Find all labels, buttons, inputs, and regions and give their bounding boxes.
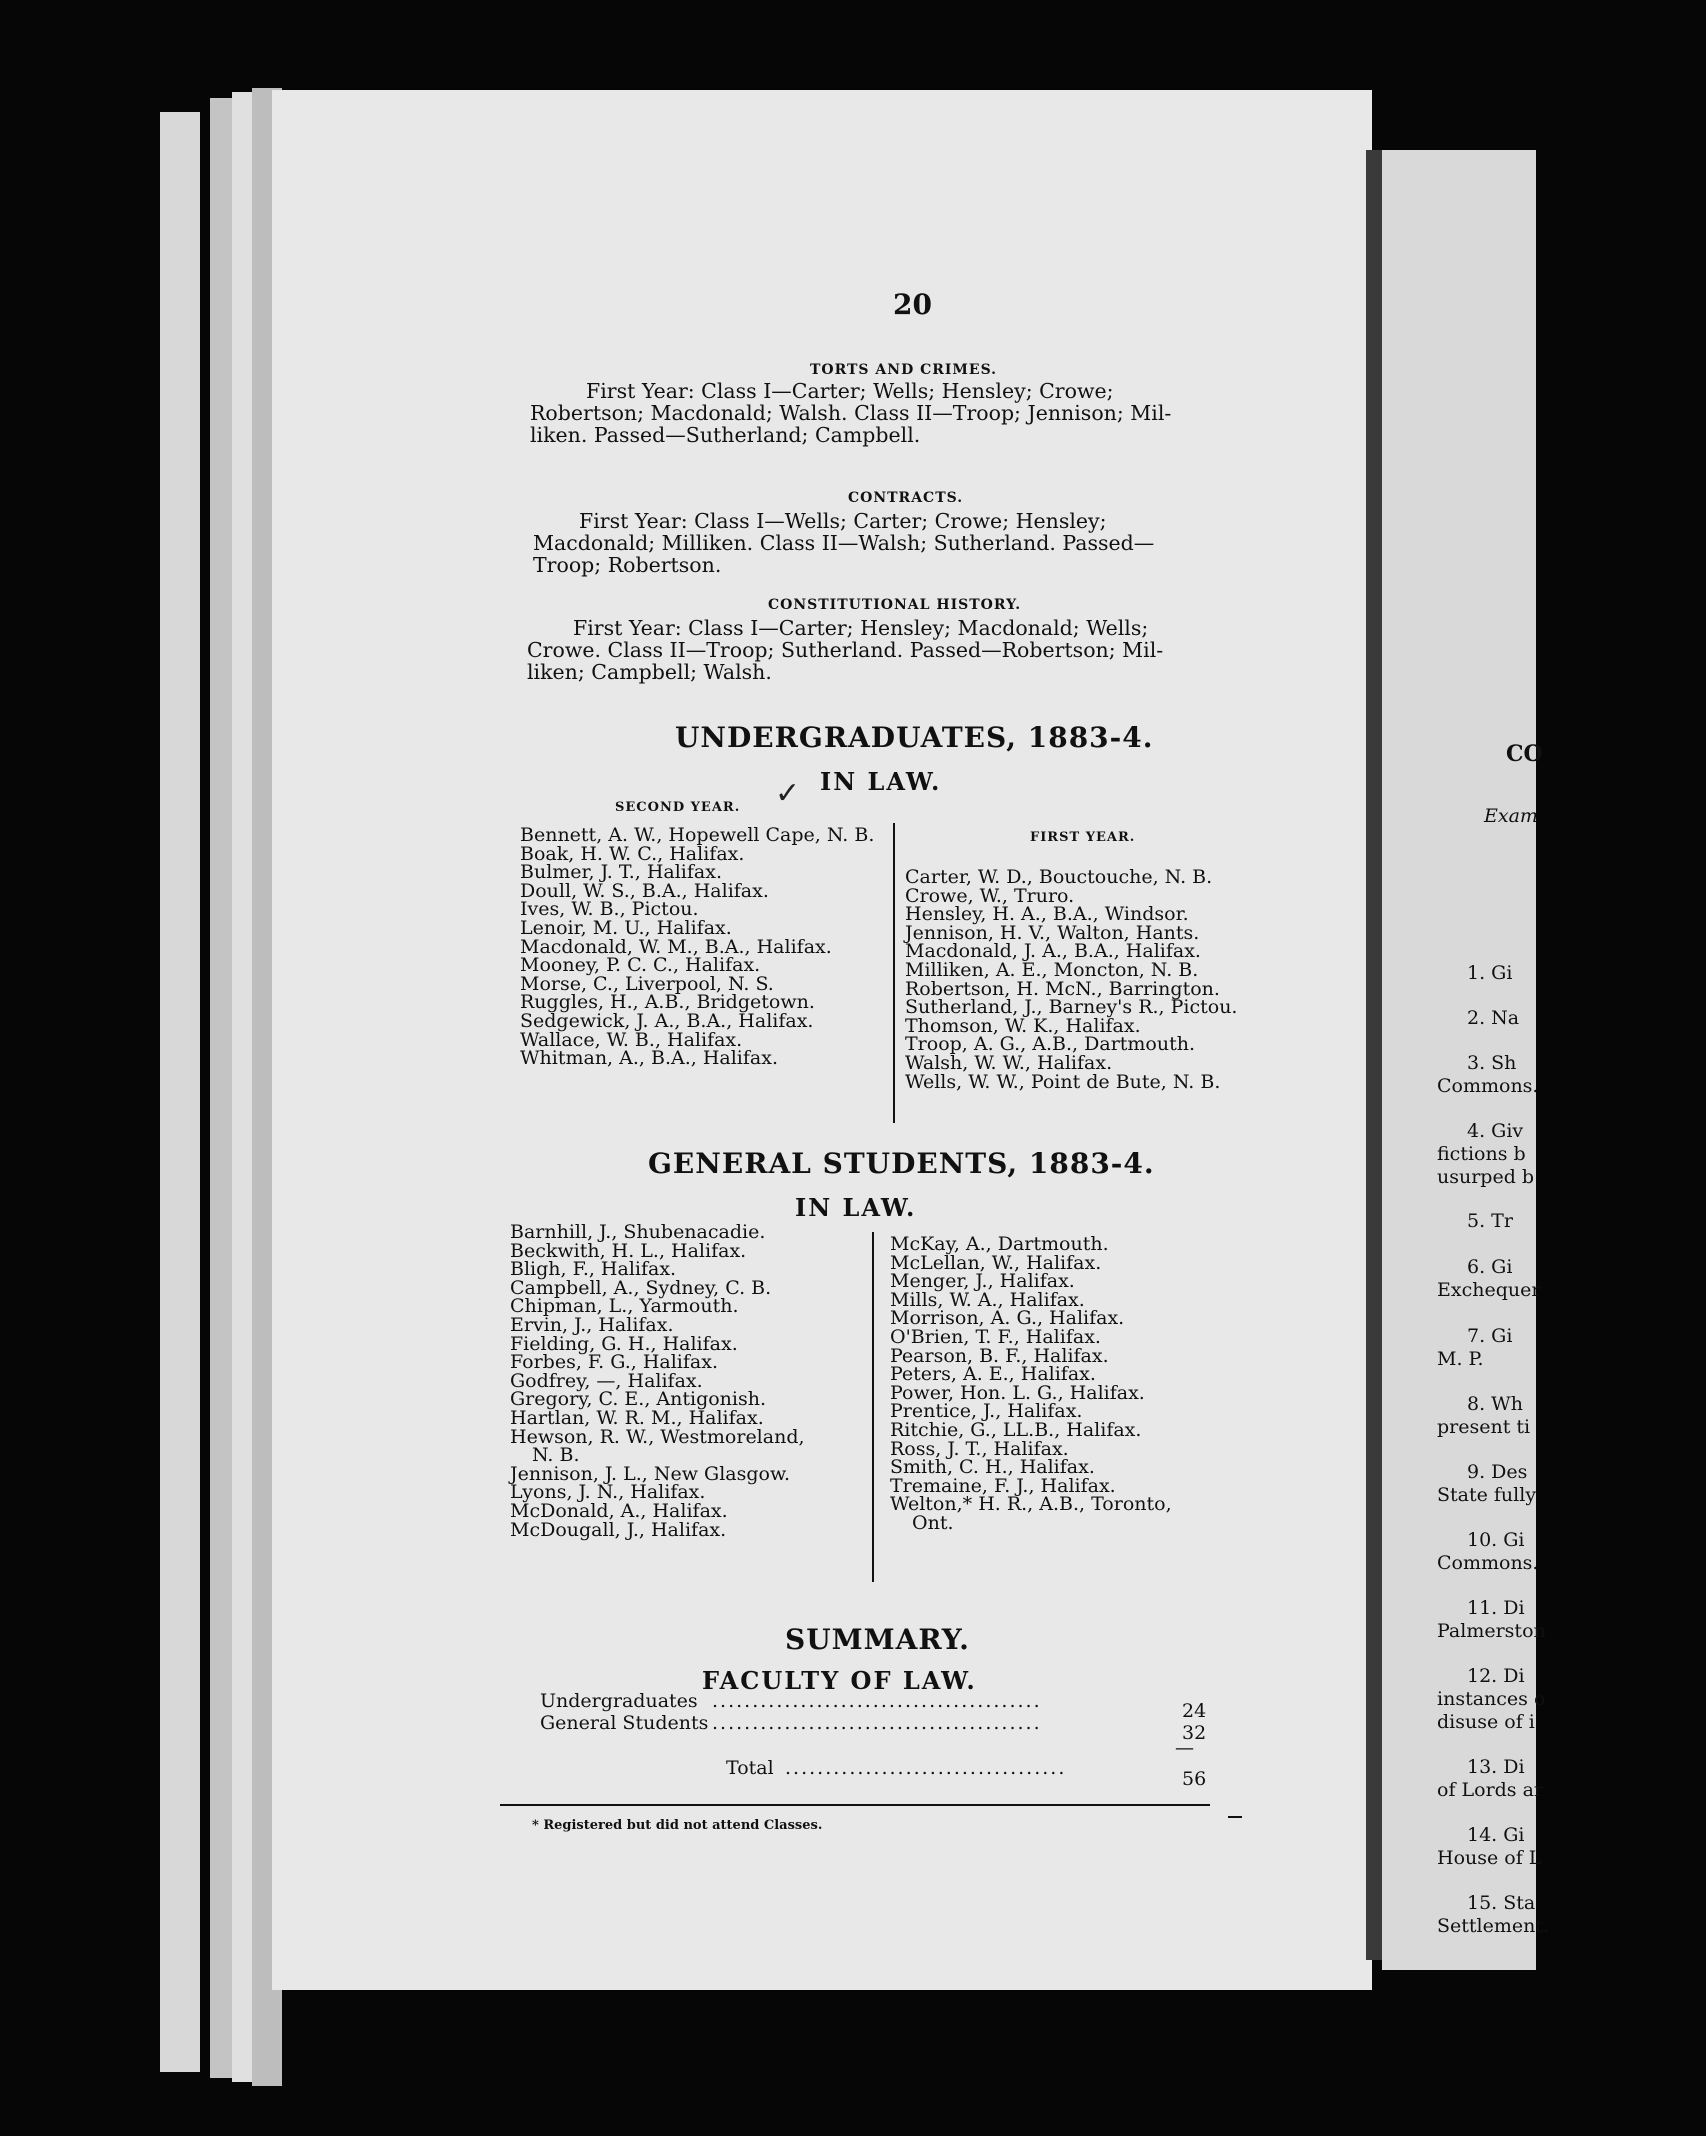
list-item: Ont. bbox=[912, 1511, 954, 1534]
facing-page-text: instances o bbox=[1437, 1688, 1546, 1710]
facing-page-text: disuse of i bbox=[1437, 1711, 1535, 1733]
list-item: Thomson, W. K., Halifax. bbox=[905, 1014, 1141, 1037]
list-item: Sutherland, J., Barney's R., Pictou. bbox=[905, 996, 1238, 1019]
list-item: Boak, H. W. C., Halifax. bbox=[520, 842, 745, 865]
page-edge bbox=[160, 112, 200, 2072]
list-item: Godfrey, —, Halifax. bbox=[510, 1369, 703, 1392]
list-item: Beckwith, H. L., Halifax. bbox=[510, 1239, 747, 1262]
list-item: N. B. bbox=[532, 1444, 580, 1467]
paragraph-line: Robertson; Macdonald; Walsh. Class II—Troop; Jennison; Mil- bbox=[530, 401, 1172, 425]
first-year-heading: FIRST YEAR. bbox=[1030, 830, 1136, 845]
column-divider bbox=[893, 823, 895, 1123]
list-item: Mooney, P. C. C., Halifax. bbox=[520, 954, 761, 977]
general-right-list bbox=[890, 1235, 1172, 1533]
general-left-list bbox=[510, 1223, 805, 1539]
summary-row-label: Undergraduates bbox=[540, 1690, 698, 1712]
facing-page-text: 14. Gi bbox=[1467, 1824, 1525, 1846]
facing-page-text: present ti bbox=[1437, 1416, 1531, 1438]
list-item: Peters, A. E., Halifax. bbox=[890, 1363, 1096, 1386]
facing-page-text: 2. Na bbox=[1467, 1007, 1520, 1029]
list-item: Morse, C., Liverpool, N. S. bbox=[520, 972, 774, 995]
check-mark-icon: ✓ bbox=[775, 776, 801, 811]
facing-page-text: 3. Sh bbox=[1467, 1052, 1517, 1074]
list-item: Pearson, B. F., Halifax. bbox=[890, 1344, 1109, 1367]
list-item: Sedgewick, J. A., B.A., Halifax. bbox=[520, 1009, 814, 1032]
second-year-heading: SECOND YEAR. bbox=[615, 800, 741, 815]
list-item: Troop, A. G., A.B., Dartmouth. bbox=[905, 1033, 1196, 1056]
facing-page-text: Palmerston bbox=[1437, 1620, 1546, 1642]
list-item: Ruggles, H., A.B., Bridgetown. bbox=[520, 991, 815, 1014]
summary-total-label: Total bbox=[726, 1757, 774, 1779]
second-year-list bbox=[520, 826, 874, 1068]
paragraph-line: liken. Passed—Sutherland; Campbell. bbox=[530, 423, 921, 447]
list-item: Ervin, J., Halifax. bbox=[510, 1313, 674, 1336]
list-item: Gregory, C. E., Antigonish. bbox=[510, 1388, 767, 1411]
summary-row-leader: ......................................... bbox=[712, 1712, 1042, 1734]
undergraduates-title: UNDERGRADUATES, 1883-4. bbox=[675, 721, 1154, 754]
list-item: Bligh, F., Halifax. bbox=[510, 1258, 677, 1281]
facing-page-text: CO bbox=[1506, 741, 1543, 767]
facing-page-text: 13. Di bbox=[1467, 1756, 1525, 1778]
list-item: Chipman, L., Yarmouth. bbox=[510, 1295, 739, 1318]
list-item: Ives, W. B., Pictou. bbox=[520, 898, 699, 921]
list-item: Walsh, W. W., Halifax. bbox=[905, 1051, 1113, 1074]
list-item: Power, Hon. L. G., Halifax. bbox=[890, 1381, 1145, 1404]
facing-page-text: of Lords ar bbox=[1437, 1779, 1544, 1801]
list-item: Robertson, H. McN., Barrington. bbox=[905, 977, 1220, 1000]
facing-page-text: 7. Gi bbox=[1467, 1325, 1513, 1347]
facing-page bbox=[1382, 150, 1550, 1970]
paragraph-line: Crowe. Class II—Troop; Sutherland. Passed—Robertson; Mil- bbox=[527, 638, 1164, 662]
facing-page-text: Commons. bbox=[1437, 1075, 1539, 1097]
paragraph-line: First Year: Class I—Carter; Wells; Hensley; Crowe; bbox=[586, 379, 1114, 403]
list-item: Macdonald, J. A., B.A., Halifax. bbox=[905, 940, 1201, 963]
summary-row-value: 24 bbox=[1182, 1700, 1207, 1722]
facing-page-text: usurped b bbox=[1437, 1166, 1535, 1188]
list-item: Wells, W. W., Point de Bute, N. B. bbox=[905, 1070, 1221, 1093]
facing-page-text: State fully bbox=[1437, 1484, 1537, 1506]
facing-page-text: 15. Sta bbox=[1467, 1892, 1536, 1914]
paragraph-line: First Year: Class I—Wells; Carter; Crowe; Hensley; bbox=[579, 509, 1107, 533]
summary-dash: — bbox=[1175, 1737, 1194, 1759]
list-item: Forbes, F. G., Halifax. bbox=[510, 1351, 718, 1374]
list-item: Barnhill, J., Shubenacadie. bbox=[510, 1221, 766, 1243]
list-item: Campbell, A., Sydney, C. B. bbox=[510, 1276, 772, 1299]
list-item: Wallace, W. B., Halifax. bbox=[520, 1028, 743, 1051]
rule-mark bbox=[1228, 1816, 1242, 1818]
list-item: Bennett, A. W., Hopewell Cape, N. B. bbox=[520, 824, 875, 846]
facing-page-text: 12. Di bbox=[1467, 1665, 1525, 1687]
list-item: Mills, W. A., Halifax. bbox=[890, 1288, 1085, 1311]
general-students-subtitle: IN LAW. bbox=[795, 1193, 917, 1222]
facing-page-text: 8. Wh bbox=[1467, 1393, 1523, 1415]
section-heading-torts: TORTS AND CRIMES. bbox=[810, 362, 998, 378]
list-item: Smith, C. H., Halifax. bbox=[890, 1456, 1095, 1479]
facing-page-text: Exchequer bbox=[1437, 1279, 1541, 1301]
list-item: Milliken, A. E., Moncton, N. B. bbox=[905, 958, 1199, 981]
column-divider bbox=[872, 1232, 874, 1582]
list-item: Tremaine, F. J., Halifax. bbox=[890, 1474, 1116, 1497]
list-item: Ross, J. T., Halifax. bbox=[890, 1437, 1069, 1460]
list-item: O'Brien, T. F., Halifax. bbox=[890, 1325, 1101, 1348]
facing-page-text: 6. Gi bbox=[1467, 1256, 1513, 1278]
list-item: McKay, A., Dartmouth. bbox=[890, 1233, 1109, 1255]
list-item: McLellan, W., Halifax. bbox=[890, 1251, 1102, 1274]
summary-subtitle: FACULTY OF LAW. bbox=[702, 1666, 977, 1695]
list-item: Ritchie, G., LL.B., Halifax. bbox=[890, 1418, 1142, 1441]
facing-page-text: 10. Gi bbox=[1467, 1529, 1525, 1551]
list-item: Doull, W. S., B.A., Halifax. bbox=[520, 879, 769, 902]
list-item: Morrison, A. G., Halifax. bbox=[890, 1307, 1125, 1330]
paragraph-line: Troop; Robertson. bbox=[533, 553, 722, 577]
list-item: Hewson, R. W., Westmoreland, bbox=[510, 1425, 805, 1448]
list-item: Jennison, J. L., New Glasgow. bbox=[510, 1462, 791, 1485]
footnote-rule bbox=[500, 1804, 1210, 1806]
list-item: Hensley, H. A., B.A., Windsor. bbox=[905, 903, 1189, 926]
summary-title: SUMMARY. bbox=[785, 1623, 970, 1656]
section-heading-constitutional: CONSTITUTIONAL HISTORY. bbox=[768, 597, 1022, 613]
facing-page-text: M. P. bbox=[1437, 1348, 1484, 1370]
paragraph-line: liken; Campbell; Walsh. bbox=[527, 660, 772, 684]
list-item: Bulmer, J. T., Halifax. bbox=[520, 861, 722, 884]
summary-total-value: 56 bbox=[1182, 1768, 1207, 1790]
facing-page-text: Commons. bbox=[1437, 1552, 1539, 1574]
facing-page-text: Exam bbox=[1484, 805, 1538, 827]
facing-page-text: 4. Giv bbox=[1467, 1120, 1524, 1142]
summary-row-leader: ................................... bbox=[785, 1757, 1067, 1779]
contracts-paragraph bbox=[533, 510, 1154, 576]
facing-page-text: 5. Tr bbox=[1467, 1210, 1513, 1232]
summary-row-value: 32 bbox=[1182, 1722, 1207, 1744]
facing-page-text: fictions b bbox=[1437, 1143, 1526, 1165]
undergraduates-subtitle: IN LAW. bbox=[820, 767, 942, 796]
list-item: Lyons, J. N., Halifax. bbox=[510, 1481, 706, 1504]
section-heading-contracts: CONTRACTS. bbox=[848, 490, 964, 506]
constitutional-paragraph bbox=[527, 617, 1163, 683]
list-item: Hartlan, W. R. M., Halifax. bbox=[510, 1406, 764, 1429]
torts-paragraph bbox=[530, 380, 1171, 446]
list-item: Carter, W. D., Bouctouche, N. B. bbox=[905, 866, 1213, 888]
list-item: Crowe, W., Truro. bbox=[905, 884, 1075, 907]
facing-page-text: Settlement. bbox=[1437, 1915, 1550, 1937]
facing-page-text: 9. Des bbox=[1467, 1461, 1528, 1483]
paragraph-line: Macdonald; Milliken. Class II—Walsh; Sutherland. Passed— bbox=[533, 531, 1155, 555]
paragraph-line: First Year: Class I—Carter; Hensley; Macdonald; Wells; bbox=[573, 616, 1149, 640]
list-item: Macdonald, W. M., B.A., Halifax. bbox=[520, 935, 832, 958]
general-students-title: GENERAL STUDENTS, 1883-4. bbox=[648, 1147, 1155, 1180]
list-item: Jennison, H. V., Walton, Hants. bbox=[905, 921, 1200, 944]
facing-page-text: 11. Di bbox=[1467, 1597, 1525, 1619]
page-number: 20 bbox=[893, 288, 932, 321]
list-item: McDonald, A., Halifax. bbox=[510, 1499, 728, 1522]
list-item: Menger, J., Halifax. bbox=[890, 1270, 1075, 1293]
list-item: Fielding, G. H., Halifax. bbox=[510, 1332, 738, 1355]
list-item: McDougall, J., Halifax. bbox=[510, 1518, 727, 1541]
list-item: Whitman, A., B.A., Halifax. bbox=[520, 1047, 778, 1070]
summary-row-leader: ......................................... bbox=[712, 1690, 1042, 1712]
list-item: Lenoir, M. U., Halifax. bbox=[520, 916, 732, 939]
facing-page-text: House of L bbox=[1437, 1847, 1542, 1869]
list-item: Welton,* H. R., A.B., Toronto, bbox=[890, 1493, 1172, 1516]
facing-page-text: 1. Gi bbox=[1467, 962, 1513, 984]
first-year-list bbox=[905, 868, 1237, 1091]
list-item: Prentice, J., Halifax. bbox=[890, 1400, 1083, 1423]
summary-row-label: General Students bbox=[540, 1712, 709, 1734]
book-gutter bbox=[1366, 150, 1382, 1960]
footnote: * Registered but did not attend Classes. bbox=[532, 1818, 823, 1833]
